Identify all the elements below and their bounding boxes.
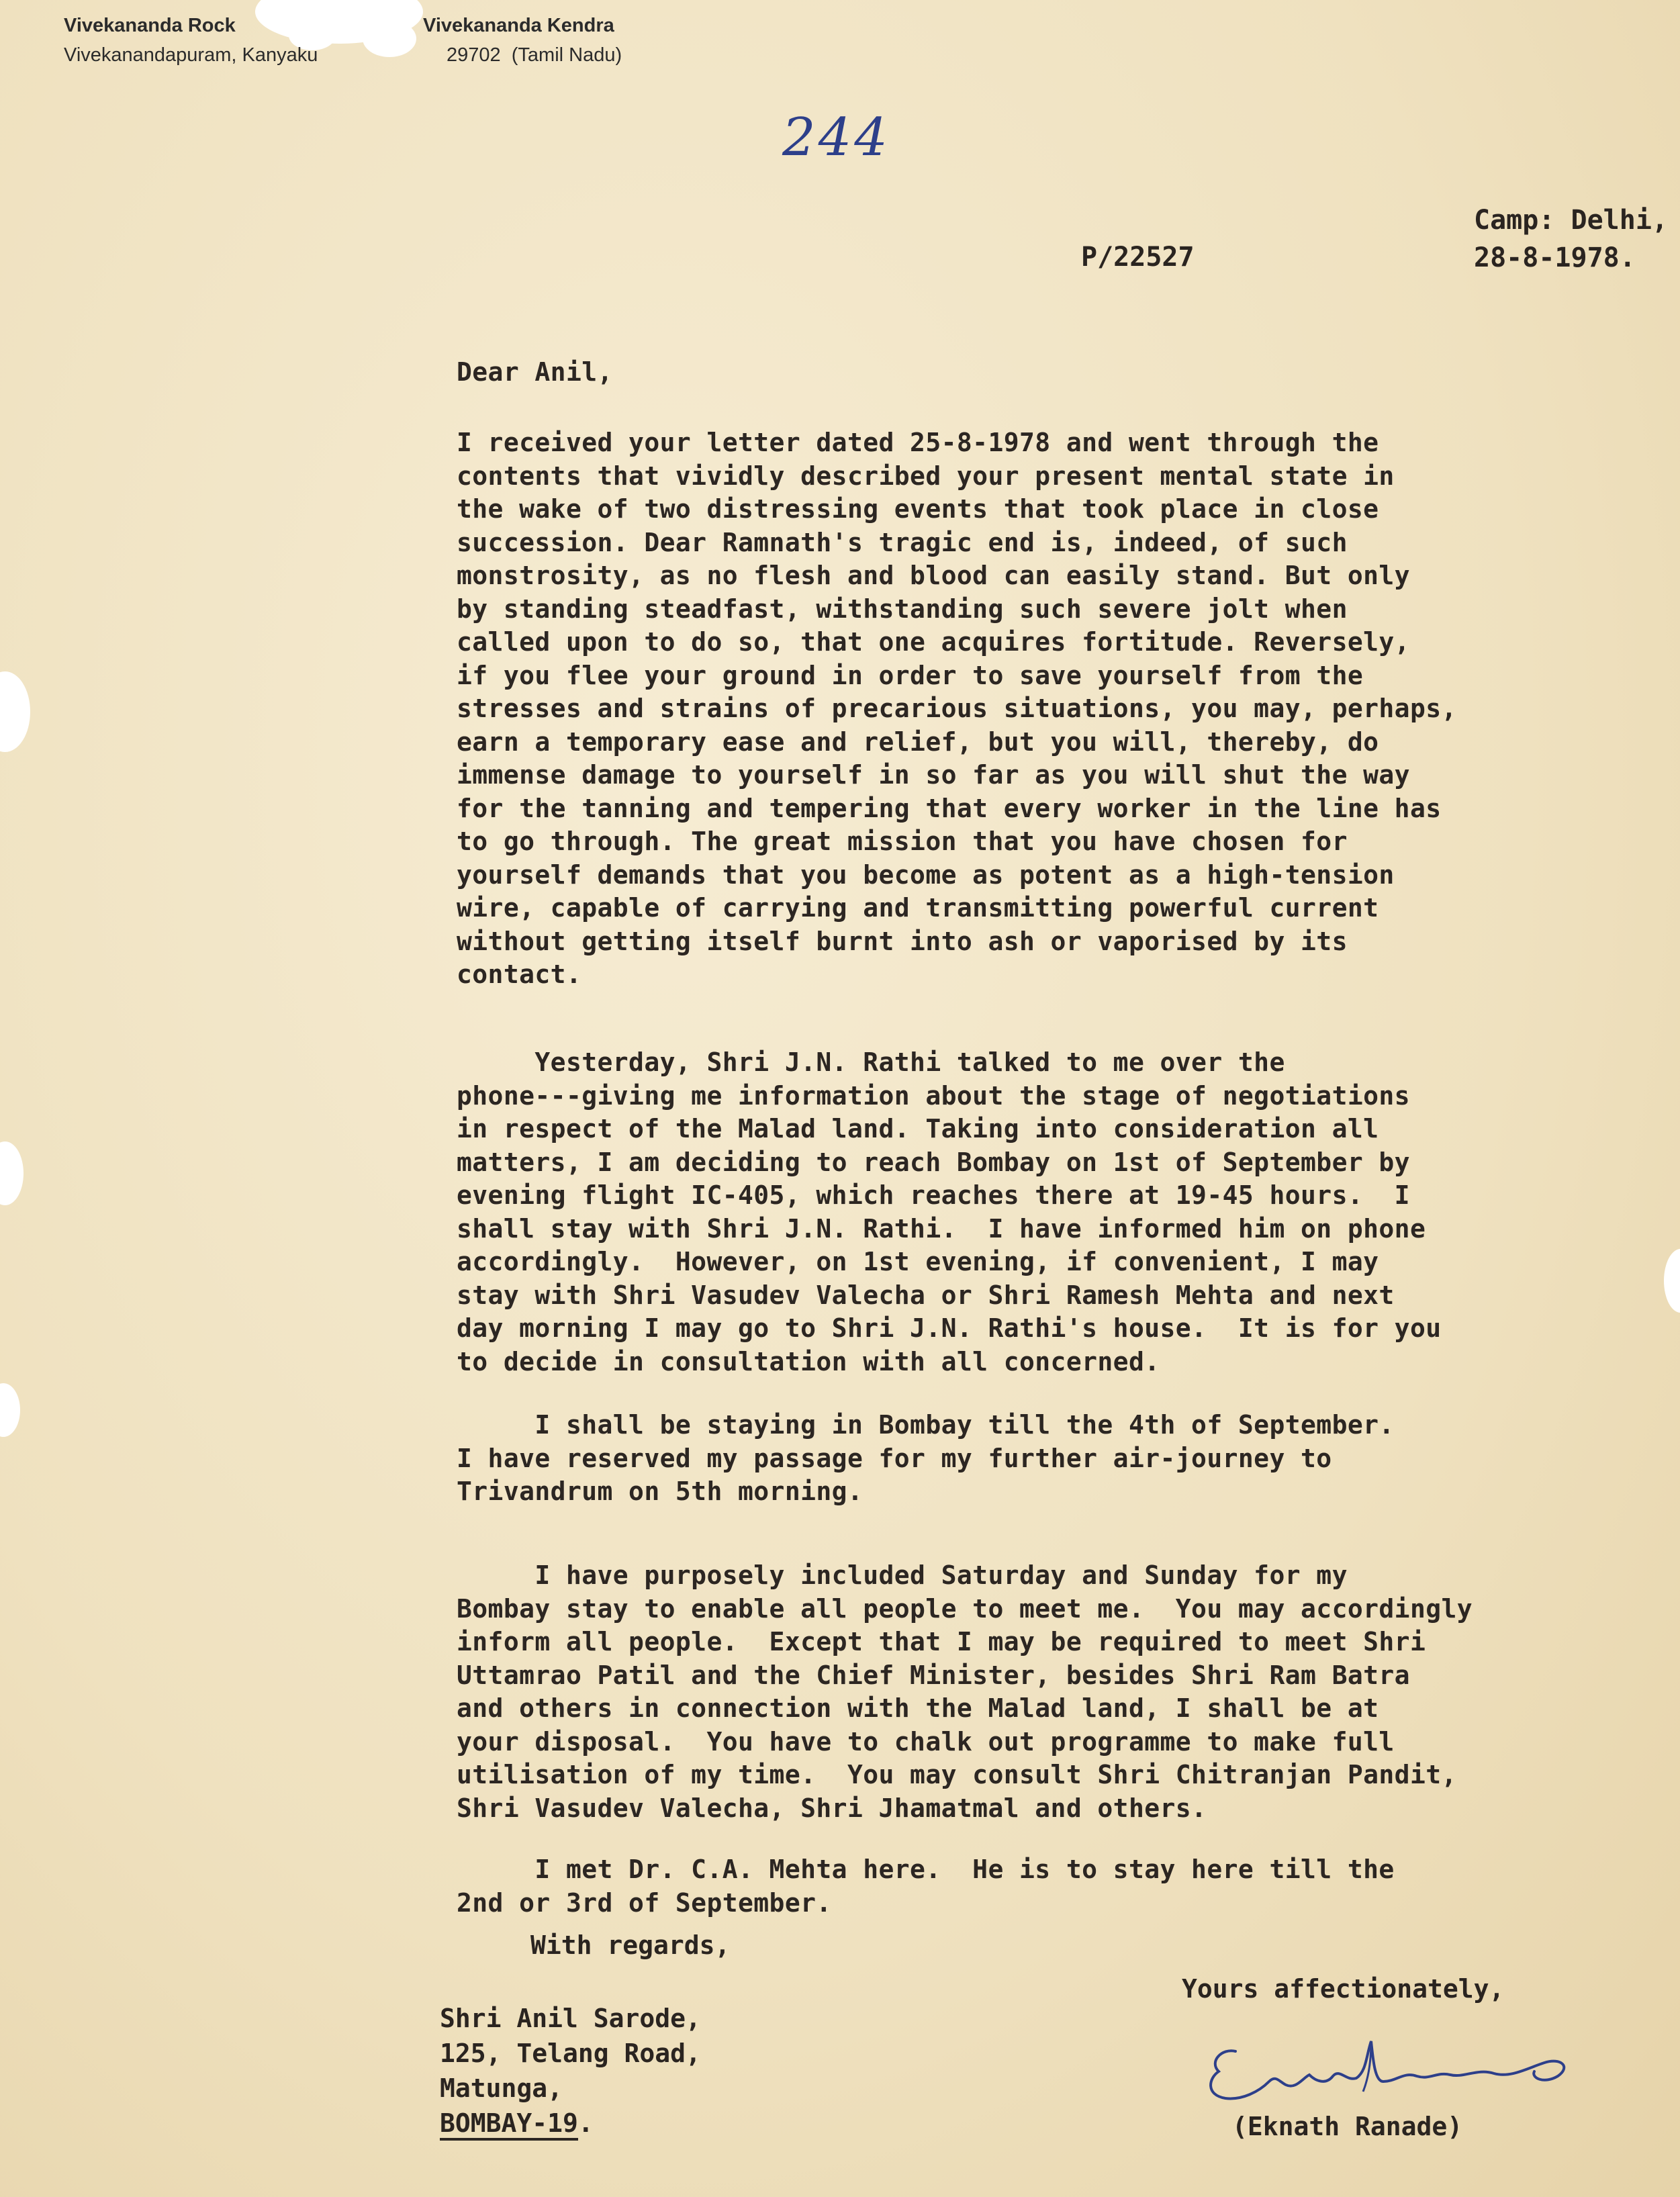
- regards: With regards,: [530, 1930, 731, 1960]
- paragraph-1: I received your letter dated 25-8-1978 and went through the contents that vividly described your present mental state in the wake of two distressing events that took place in close succession. Dear Ramnath's tragic end is, indeed, of such monstrosity, as no flesh and blood can easily stand. But only by standing steadfast, withstanding such severe jolt when called upon to do so, that one acquires fortitude. Reversely, if you flee your ground in order to save yourself from the stresses and strains of precarious situations, you may, perhaps, earn a temporary ease and relief, but you will, thereby, do immense damage to yourself in so far as you will shut the way for the tanning and tempering that every worker in the line has to go through. The great mission that you have chosen for yourself demands that you become as potent as a high-tension wire, capable of carrying and transmitting powerful current without getting itself burnt into ash or vaporised by its contact.: [457, 428, 1457, 989]
- recipient-line-1: Shri Anil Sarode,: [440, 2004, 701, 2033]
- letterhead-org-left: Vivekananda Rock: [64, 15, 236, 36]
- closing: Yours affectionately,: [1182, 1974, 1505, 2004]
- paragraph-2: Yesterday, Shri J.N. Rathi talked to me over the phone---giving me information about the stage of negotiations in respect of the Malad land. Taking into consideration all matters, I am deciding to reach Bombay on 1st of September by evening flight IC-405, which reaches there at 19-45 hours. I shall stay with Shri J.N. Rathi. I have informed him on phone accordingly. However, on 1st evening, if convenient, I may stay with Shri Vasudev Valecha or Shri Ramesh Mehta and next day morning I may go to Shri J.N. Rathi's house. It is for you to decide in consultation with all concerned.: [457, 1047, 1442, 1376]
- recipient-line-4: [440, 2106, 701, 2141]
- handwritten-page-number: 244: [782, 107, 890, 168]
- salutation: Dear Anil,: [457, 357, 613, 387]
- place-date: Camp: Delhi, 28-8-1978.: [1474, 205, 1668, 273]
- recipient-city-period: .: [577, 2108, 594, 2138]
- paragraph-4: I have purposely included Saturday and Sunday for my Bombay stay to enable all people to meet me. You may accordingly inform all people. Except that I may be required to meet Shri Uttamrao Patil and the Chief Minister, besides Shri Ram Batra and others in connection with the Malad land, I shall be at your disposal. You have to chalk out programme to make full utilisation of my time. You may consult Shri Chitranjan Pandit, Shri Vasudev Valecha, Shri Jhamatmal and others.: [457, 1560, 1473, 1823]
- handwritten-signature: [1195, 2014, 1585, 2115]
- sender-name: (Eknath Ranade): [1232, 2112, 1463, 2141]
- paper-damage-right: [1664, 1249, 1680, 1313]
- recipient-line-2: 125, Telang Road,: [440, 2039, 701, 2068]
- letterhead-address-left: Vivekanandapuram, Kanyaku: [64, 44, 318, 66]
- reference-number: P/22527: [1081, 242, 1195, 273]
- letterhead: [64, 15, 668, 82]
- paragraph-3: I shall be staying in Bombay till the 4th of September. I have reserved my passage for my further air-journey to Trivandrum on 5th morning.: [457, 1410, 1395, 1506]
- letterhead-address-right: 29702 (Tamil Nadu): [447, 44, 622, 66]
- recipient-line-3: Matunga,: [440, 2073, 563, 2103]
- paper-damage-left-3: [0, 1383, 20, 1437]
- letterhead-org-right: Vivekananda Kendra: [423, 15, 614, 36]
- recipient-city: BOMBAY-19: [440, 2108, 578, 2141]
- recipient-address: [440, 2001, 701, 2141]
- paper-damage-left-2: [0, 1141, 24, 1205]
- paragraph-5: I met Dr. C.A. Mehta here. He is to stay here till the 2nd or 3rd of September.: [457, 1855, 1395, 1918]
- paper-damage-left-1: [0, 671, 30, 752]
